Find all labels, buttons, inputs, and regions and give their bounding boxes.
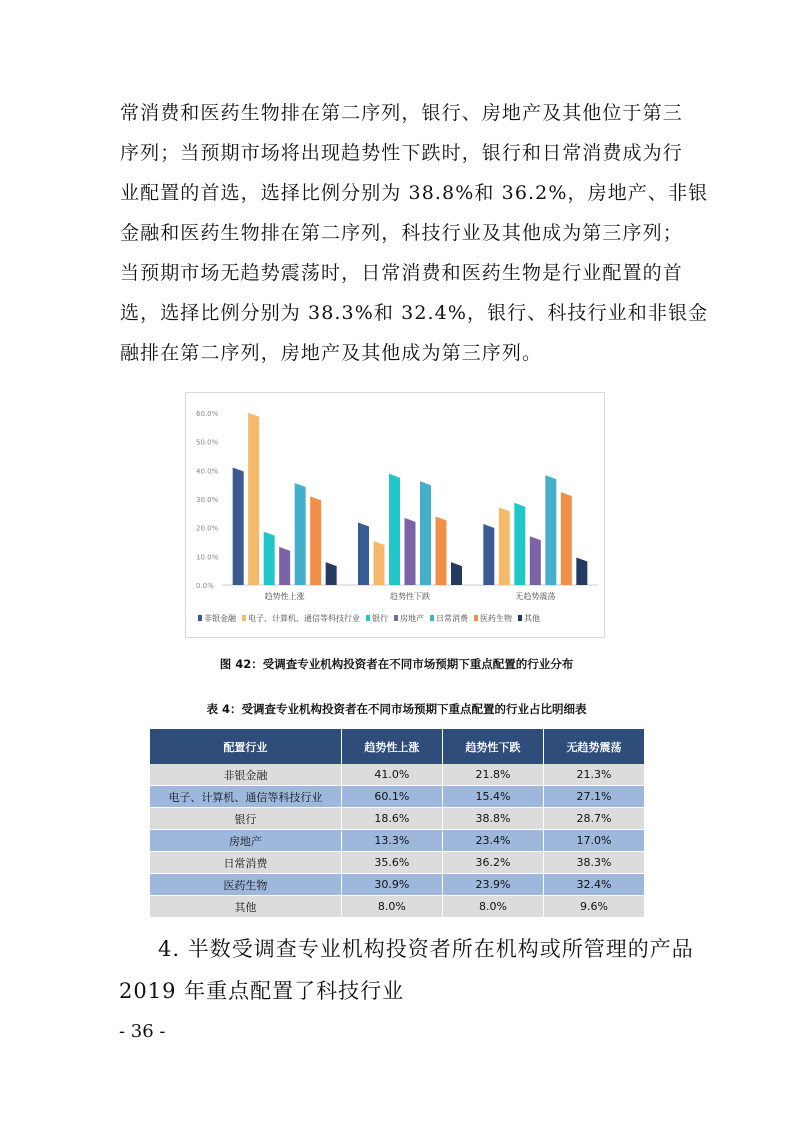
- table-cell: 8.0%: [341, 896, 442, 918]
- bar: [530, 536, 541, 585]
- body-paragraph: [120, 93, 709, 373]
- legend-swatch: [474, 615, 478, 621]
- y-tick-label: 0.0%: [196, 582, 214, 590]
- bar-chart: [185, 392, 605, 638]
- table-cell: 21.3%: [543, 764, 644, 786]
- table-cell: 15.4%: [442, 786, 543, 808]
- table-header: 趋势性下跌: [442, 729, 543, 764]
- legend-swatch: [518, 615, 522, 621]
- allocation-table: [150, 729, 644, 917]
- table-cell: 23.9%: [442, 874, 543, 896]
- body-line: 融排在第二序列，房地产及其他成为第三序列。: [120, 342, 543, 364]
- page-number: - 36 -: [119, 1021, 166, 1042]
- x-category-label: 趋势性下跌: [390, 592, 430, 601]
- table-cell: 21.8%: [442, 764, 543, 786]
- x-category-label: 趋势性上涨: [264, 592, 305, 601]
- bar: [233, 467, 244, 585]
- bar: [451, 562, 462, 585]
- table-caption: 表 4：受调查专业机构投资者在不同市场预期下重点配置的行业占比明细表: [206, 702, 587, 716]
- chart-canvas: [186, 393, 604, 637]
- table-cell: 60.1%: [341, 786, 442, 808]
- y-tick-label: 60.0%: [196, 410, 219, 418]
- table-header: 趋势性上涨: [341, 729, 442, 764]
- body-line: 常消费和医药生物排在第二序列，银行、房地产及其他位于第三: [120, 102, 683, 124]
- y-tick-label: 30.0%: [196, 496, 219, 504]
- bar: [295, 483, 306, 585]
- table-cell: 23.4%: [442, 830, 543, 852]
- table-cell: 38.8%: [442, 808, 543, 830]
- table-row: [150, 808, 644, 830]
- figure-caption: 图 42：受调查专业机构投资者在不同市场预期下重点配置的行业分布: [219, 657, 574, 671]
- table-cell: 电子、计算机、通信等科技行业: [150, 786, 341, 808]
- table-cell: 非银金融: [150, 764, 341, 786]
- bar: [420, 481, 431, 585]
- bar: [499, 507, 510, 585]
- table-cell: 38.3%: [543, 852, 644, 874]
- table-cell: 13.3%: [341, 830, 442, 852]
- table-row: [150, 786, 644, 808]
- table-row: [150, 852, 644, 874]
- bar: [264, 532, 275, 585]
- table-cell: 8.0%: [442, 896, 543, 918]
- table-cell: 9.6%: [543, 896, 644, 918]
- legend-swatch: [366, 615, 370, 621]
- bar: [483, 524, 494, 585]
- legend-swatch: [430, 615, 434, 621]
- table-header-row: [150, 729, 644, 764]
- table-cell: 医药生物: [150, 874, 341, 896]
- legend-label: 电子、计算机、通信等科技行业: [248, 614, 360, 623]
- bar: [514, 503, 525, 585]
- bar: [561, 492, 572, 585]
- table-cell: 18.6%: [341, 808, 442, 830]
- table-row: [150, 830, 644, 852]
- body-line: 业配置的首选，选择比例分别为 38.8%和 36.2%，房地产、非银: [120, 182, 709, 204]
- section-heading-line2: 2019 年重点配置了科技行业: [119, 979, 405, 1003]
- table-cell: 35.6%: [341, 852, 442, 874]
- bar: [576, 557, 587, 585]
- bar: [545, 475, 556, 585]
- legend-swatch: [242, 615, 246, 621]
- legend-swatch: [198, 615, 202, 621]
- table-cell: 28.7%: [543, 808, 644, 830]
- bar: [389, 474, 400, 585]
- bar: [374, 541, 385, 585]
- legend-label: 银行: [372, 614, 388, 623]
- y-tick-label: 50.0%: [196, 438, 219, 447]
- table-cell: 36.2%: [442, 852, 543, 874]
- table-cell: 30.9%: [341, 874, 442, 896]
- table-header: 配置行业: [150, 729, 341, 764]
- table-cell: 32.4%: [543, 874, 644, 896]
- table-cell: 房地产: [150, 830, 341, 852]
- bar: [310, 496, 321, 585]
- body-line: 选，选择比例分别为 38.3%和 32.4%，银行、科技行业和非银金: [120, 302, 709, 324]
- y-tick-label: 10.0%: [196, 553, 219, 562]
- bar: [405, 518, 416, 585]
- table-cell: 27.1%: [543, 786, 644, 808]
- bar: [436, 516, 447, 585]
- table-cell: 17.0%: [543, 830, 644, 852]
- y-tick-label: 40.0%: [196, 467, 219, 476]
- section-heading-line1: 4. 半数受调查专业机构投资者所在机构或所管理的产品: [158, 937, 694, 961]
- legend-label: 医药生物: [480, 614, 512, 623]
- body-line: 序列；当预期市场将出现趋势性下跌时，银行和日常消费成为行: [120, 142, 683, 164]
- legend-label: 其他: [524, 614, 540, 623]
- legend-swatch: [394, 615, 398, 621]
- legend-label: 房地产: [400, 614, 424, 623]
- body-line: 金融和医药生物排在第二序列，科技行业及其他成为第三序列；: [120, 222, 683, 244]
- bar: [326, 562, 337, 585]
- body-line: 当预期市场无趋势震荡时，日常消费和医药生物是行业配置的首: [120, 262, 683, 284]
- table-cell: 其他: [150, 896, 341, 918]
- y-tick-label: 20.0%: [196, 524, 219, 533]
- table-row: [150, 874, 644, 896]
- x-category-label: 无趋势震荡: [515, 592, 556, 601]
- table-cell: 41.0%: [341, 764, 442, 786]
- table-cell: 日常消费: [150, 852, 341, 874]
- legend-label: 非银金融: [204, 614, 236, 623]
- bar: [248, 413, 259, 585]
- bar: [358, 523, 369, 585]
- table-cell: 银行: [150, 808, 341, 830]
- table-row: [150, 764, 644, 786]
- legend-label: 日常消费: [436, 614, 468, 623]
- table-row: [150, 896, 644, 918]
- table-header: 无趋势震荡: [543, 729, 644, 764]
- bar: [279, 547, 290, 585]
